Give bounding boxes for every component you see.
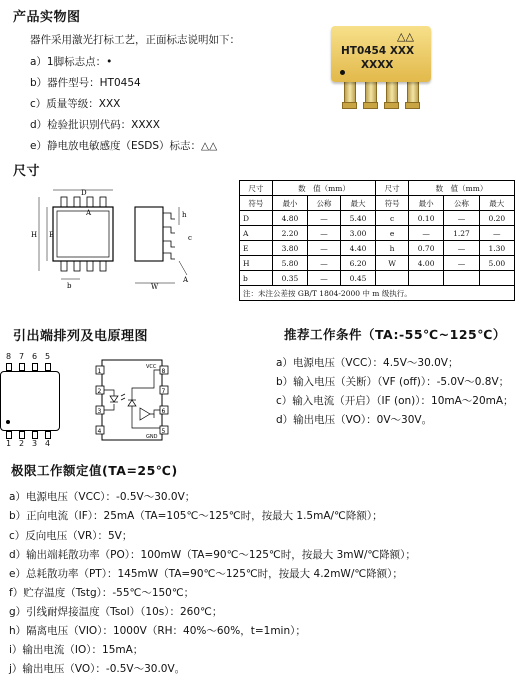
schematic-pin: 2 (97, 388, 102, 395)
product-item: d）检验批识别代码：XXXX (30, 119, 160, 131)
dim-label-W: W (151, 283, 159, 290)
table-cell: h (376, 241, 409, 256)
table-header-cell: 公称 (308, 196, 341, 211)
table-cell: — (308, 271, 341, 286)
table-row (240, 241, 515, 256)
table-row (240, 256, 515, 271)
table-cell (444, 271, 479, 286)
table-cell: 5.40 (340, 211, 375, 226)
table-cell: 4.40 (340, 241, 375, 256)
pin1-dot (340, 70, 345, 75)
internal-schematic (94, 358, 172, 442)
schematic-pin: 3 (97, 408, 102, 415)
dim-label-h: h (182, 211, 187, 219)
package-outline-drawing (25, 185, 195, 290)
table-header-row (240, 181, 515, 196)
product-intro: 器件采用激光打标工艺，正面标志说明如下： (30, 34, 240, 46)
table-cell: — (308, 256, 341, 271)
chip-esd-mark: △△ (397, 30, 414, 43)
table-cell: 1.30 (479, 241, 514, 256)
schematic-pin: 4 (97, 428, 102, 435)
table-cell (479, 271, 514, 286)
pin-number-bottom: 2 (19, 439, 25, 448)
limits-item: e）总耗散功率（PT）：145mW（TA=90℃～125℃时，按最大 4.2mW/℃降额）； (9, 568, 403, 580)
table-cell: 5.80 (272, 256, 307, 271)
table-header-cell: 符号 (240, 196, 273, 211)
chip-code-mark: XXXX (361, 59, 394, 71)
dim-label-A: A (86, 209, 92, 217)
pin-number-top: 8 (6, 352, 12, 361)
product-section (0, 0, 521, 160)
table-cell: 2.20 (272, 226, 307, 241)
table-cell: 4.00 (408, 256, 443, 271)
table-cell: E (240, 241, 273, 256)
table-row (240, 211, 515, 226)
table-cell: c (376, 211, 409, 226)
limits-item: g）引线耐焊接温度（Tsol）（10s）：260℃； (9, 606, 223, 618)
table-cell: — (444, 211, 479, 226)
table-header-cell: 尺寸 (240, 181, 273, 196)
package-pinout (0, 350, 80, 450)
schematic-pin: 8 (161, 368, 166, 375)
table-cell: e (376, 226, 409, 241)
table-header-cell: 数 值（mm） (272, 181, 375, 196)
table-cell: — (308, 241, 341, 256)
pin-number-bottom: 1 (6, 439, 12, 448)
recommended-item: a）电源电压（VCC）：4.5V～30.0V； (276, 357, 459, 369)
table-cell: 0.20 (479, 211, 514, 226)
limits-item: b）正向电流（IF）：25mA（TA=105℃～125℃时，按最大 1.5mA/℃降额）； (9, 510, 383, 522)
product-item: e）静电放电敏感度（ESDS）标志：△△ (30, 140, 218, 152)
table-cell: 3.80 (272, 241, 307, 256)
schematic-pin: 1 (97, 368, 102, 375)
table-cell: — (444, 256, 479, 271)
dim-label-E: E (49, 231, 55, 239)
table-cell: — (479, 226, 514, 241)
table-note: 注：未注公差按 GB/T 1804-2000 中 m 级执行。 (240, 286, 515, 301)
product-title: 产品实物图 (13, 10, 81, 25)
pinout-title: 引出端排列及电原理图 (13, 329, 149, 344)
table-cell (376, 271, 409, 286)
table-cell: 3.00 (340, 226, 375, 241)
table-header-row (240, 196, 515, 211)
table-cell: H (240, 256, 273, 271)
table-note-row (240, 286, 515, 301)
limits-item: i）输出电流（IO）：15mA； (9, 644, 144, 656)
table-cell: — (444, 241, 479, 256)
recommended-item: d）输出电压（VO）：0V～30V。 (276, 414, 433, 426)
limits-item: h）隔离电压（VIO）：1000V（RH：40%～60%，t=1min）； (9, 625, 306, 637)
pin-number-top: 5 (45, 352, 51, 361)
table-cell: 6.20 (340, 256, 375, 271)
table-header-cell: 最小 (272, 196, 307, 211)
recommended-item: c）输入电流（开启）（IF (on)）：10mA～20mA； (276, 395, 514, 407)
table-cell: 5.00 (479, 256, 514, 271)
dim-label-H: H (31, 231, 38, 239)
vcc-label: VCC (146, 364, 157, 370)
table-cell: 4.80 (272, 211, 307, 226)
product-item: b）器件型号：HT0454 (30, 77, 141, 89)
limits-item: d）输出端耗散功率（PO）：100mW（TA=90℃～125℃时，按最大 3mW/℃降额）； (9, 549, 416, 561)
pin-number-bottom: 4 (45, 439, 51, 448)
dimension-table (239, 180, 515, 301)
table-header-cell: 符号 (376, 196, 409, 211)
table-cell: — (408, 226, 443, 241)
dimensions-title: 尺寸 (13, 164, 41, 179)
limits-title: 极限工作额定值(TA=25℃) (11, 463, 178, 478)
table-cell: — (308, 226, 341, 241)
table-row (240, 226, 515, 241)
table-cell: b (240, 271, 273, 286)
table-cell: W (376, 256, 409, 271)
table-cell: 0.35 (272, 271, 307, 286)
recommended-item: b）输入电压（关断）（VF (off)）：-5.0V～0.8V； (276, 376, 510, 388)
pin-number-top: 7 (19, 352, 25, 361)
product-item: a）1脚标志点：• (30, 56, 113, 68)
table-header-cell: 最大 (479, 196, 514, 211)
limits-item: f）贮存温度（Tstg）：-55℃～150℃； (9, 587, 195, 599)
limits-item: j）输出电压（VO）：-0.5V～30.0V。 (9, 663, 186, 675)
table-header-cell: 最小 (408, 196, 443, 211)
pin-number-top: 6 (32, 352, 38, 361)
table-cell: 0.45 (340, 271, 375, 286)
table-row (240, 271, 515, 286)
limits-item: c）反向电压（VR）：5V； (9, 530, 133, 542)
schematic-pin: 6 (161, 408, 166, 415)
dim-label-c: c (188, 234, 192, 242)
table-header-cell: 数 值（mm） (408, 181, 514, 196)
table-cell: — (308, 211, 341, 226)
product-item: c）质量等级：XXX (30, 98, 121, 110)
table-header-cell: 尺寸 (376, 181, 409, 196)
table-cell: 0.10 (408, 211, 443, 226)
table-cell (408, 271, 443, 286)
table-header-cell: 公称 (444, 196, 479, 211)
schematic-pin: 7 (161, 388, 166, 395)
table-cell: D (240, 211, 273, 226)
table-cell: 0.70 (408, 241, 443, 256)
table-header-cell: 最大 (340, 196, 375, 211)
dim-label-A2: A (183, 276, 189, 284)
gnd-label: GND (146, 434, 158, 440)
table-cell: A (240, 226, 273, 241)
pin1-dot (6, 420, 10, 424)
dim-label-b: b (67, 282, 72, 290)
dim-label-D: D (81, 189, 87, 197)
chip-model-mark: HT0454 XXX (341, 45, 415, 57)
limits-item: a）电源电压（VCC）：-0.5V～30.0V； (9, 491, 196, 503)
table-cell: 1.27 (444, 226, 479, 241)
schematic-pin: 5 (161, 428, 166, 435)
recommended-title: 推荐工作条件（TA:-55℃~125℃） (284, 327, 506, 342)
pin-number-bottom: 3 (32, 439, 38, 448)
